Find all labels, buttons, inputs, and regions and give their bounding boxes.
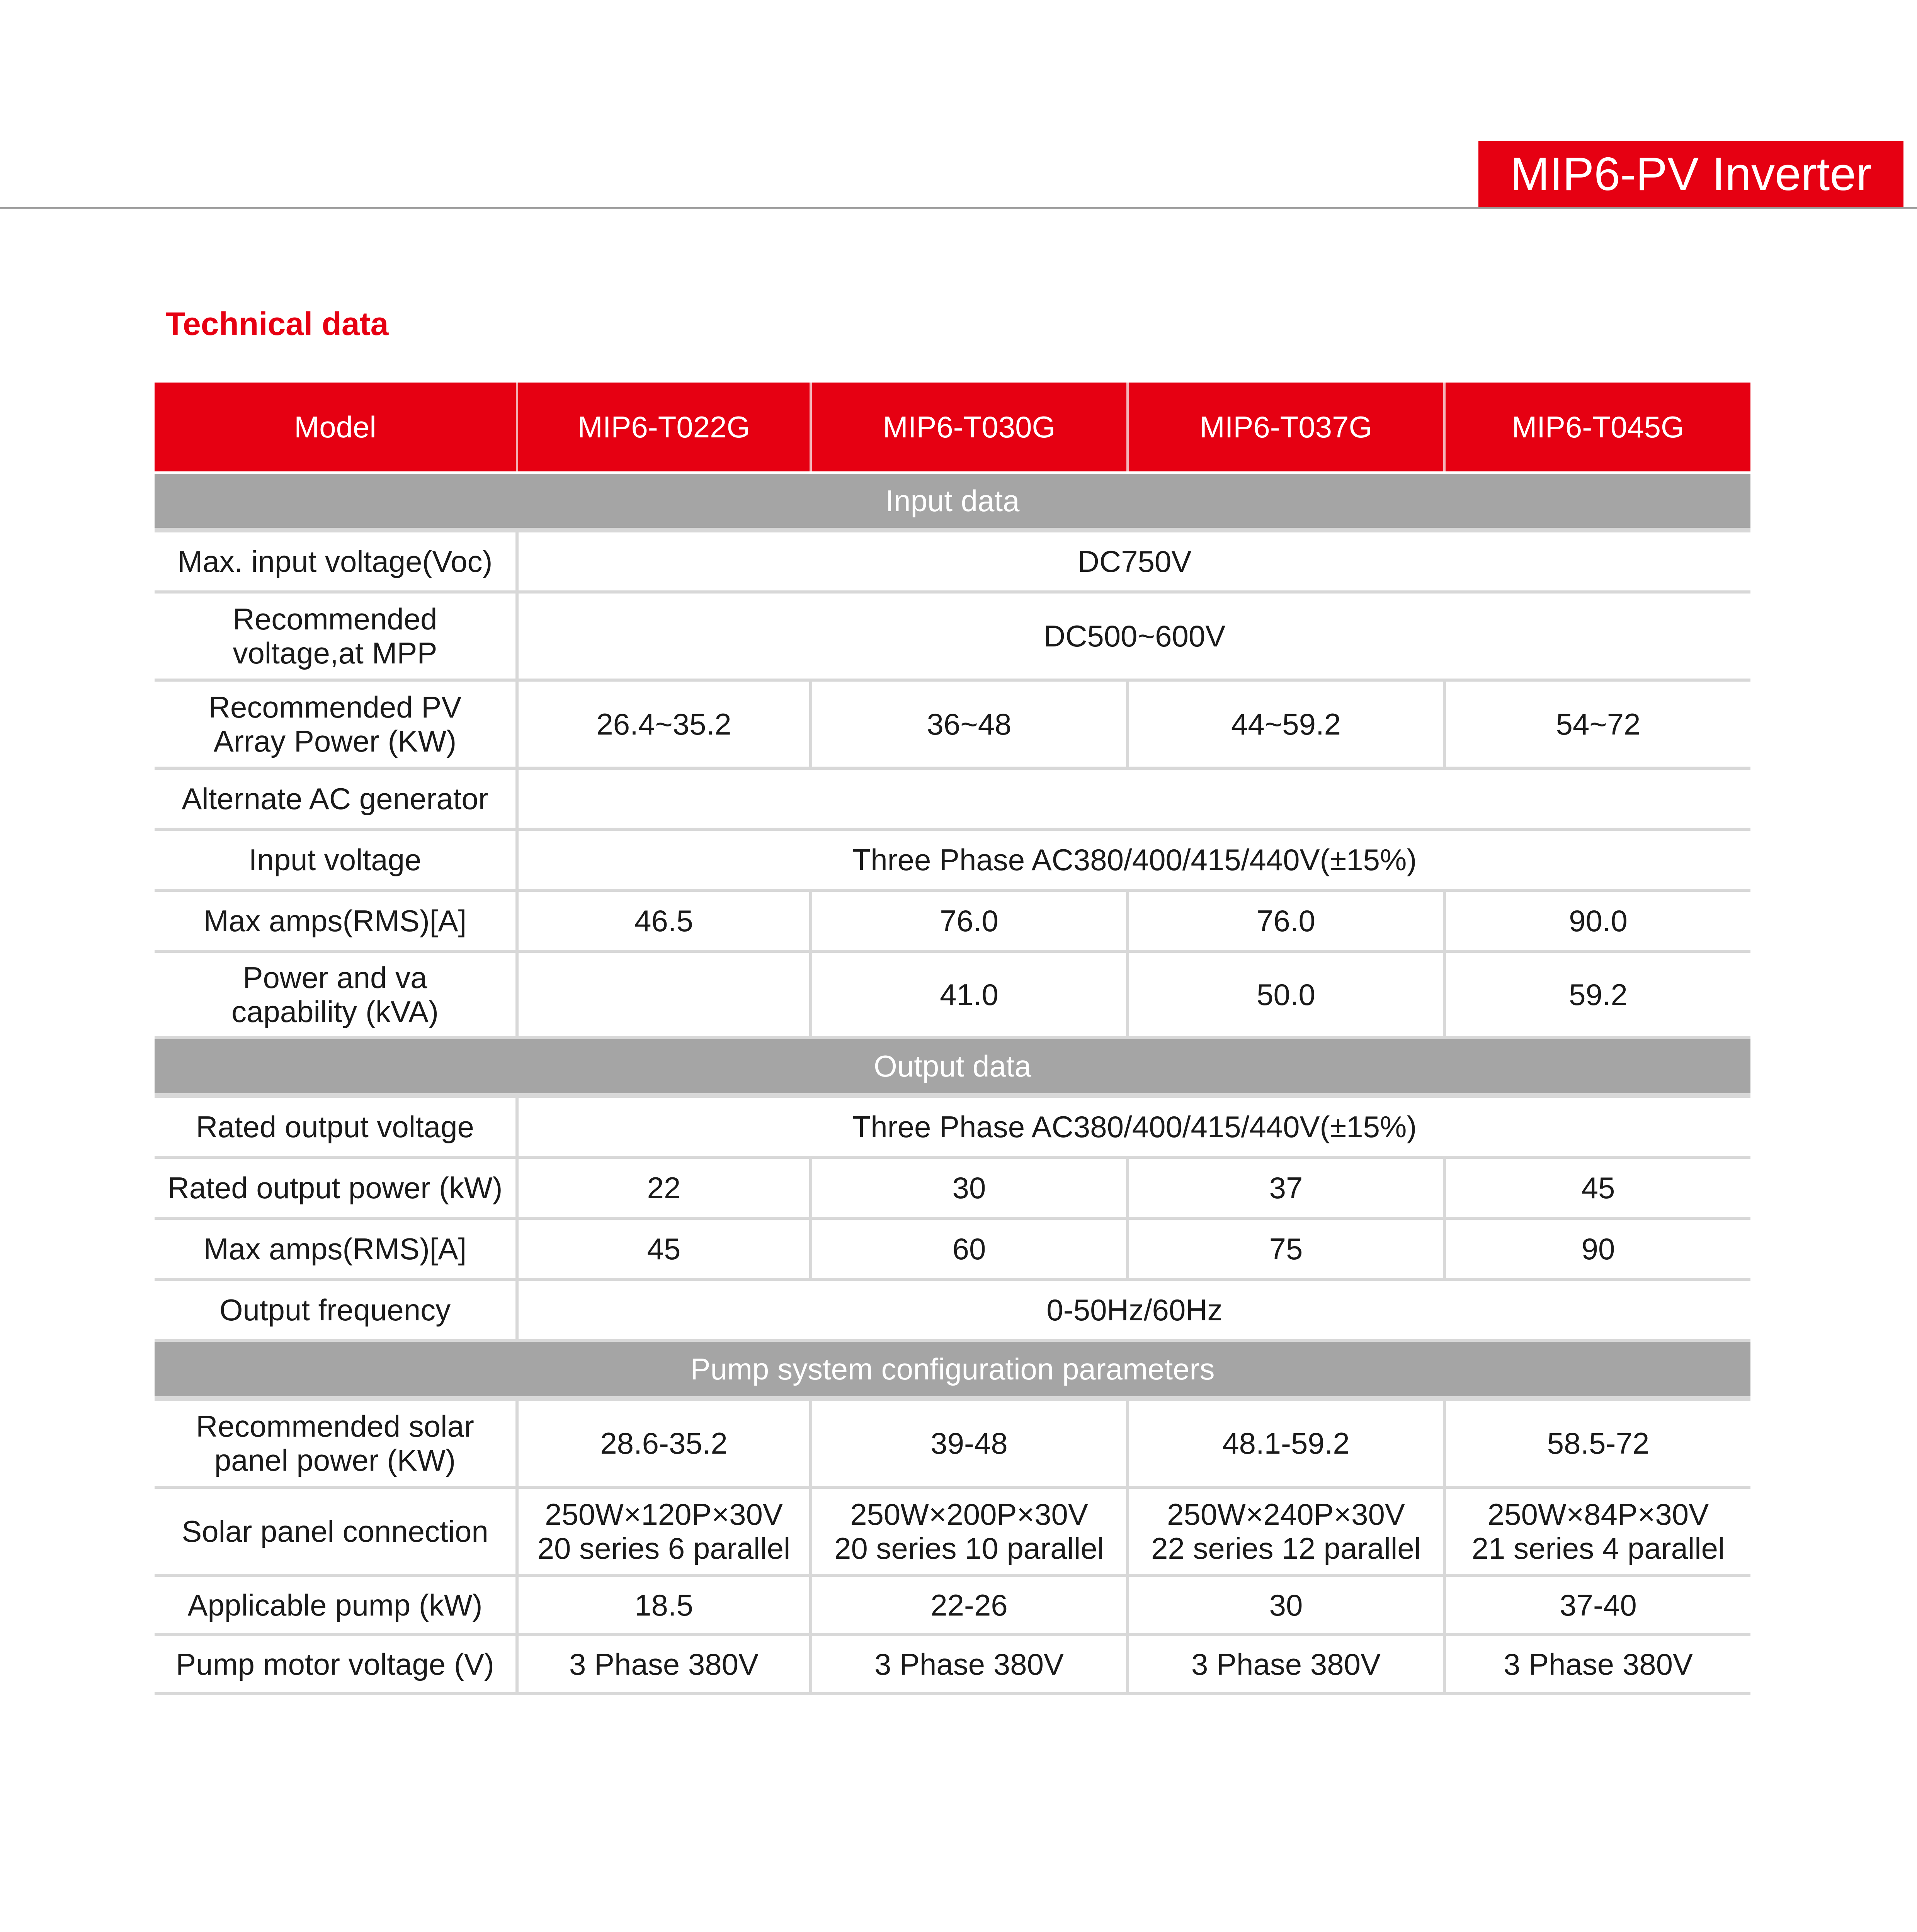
column-header-model: Model	[155, 383, 517, 473]
cell-recommended-voltage: DC500~600V	[517, 592, 1750, 680]
row-label-input-voltage: Input voltage	[155, 829, 517, 890]
table-row	[155, 592, 1750, 680]
cell-value: 26.4~35.2	[517, 680, 811, 768]
column-header-t030g: MIP6-T030G	[811, 383, 1128, 473]
cell-value: 58.5-72	[1444, 1398, 1750, 1487]
cell-line: 20 series 6 parallel	[537, 1531, 791, 1565]
cell-line: 250W×120P×30V	[545, 1497, 783, 1531]
section-label-pump: Pump system configuration parameters	[155, 1340, 1750, 1398]
row-label-pump-motor-voltage: Pump motor voltage (V)	[155, 1634, 517, 1694]
column-header-t037g: MIP6-T037G	[1128, 383, 1444, 473]
row-label-alt-ac-generator: Alternate AC generator	[155, 768, 517, 829]
section-row-output	[155, 1037, 1750, 1095]
label-line: Recommended PV	[208, 690, 462, 724]
column-header-t045g: MIP6-T045G	[1444, 383, 1750, 473]
cell-value: 37-40	[1444, 1575, 1750, 1634]
cell-value: 76.0	[811, 890, 1128, 951]
brand-title-box	[1478, 141, 1903, 207]
cell-value: 30	[1128, 1575, 1444, 1634]
cell-value	[517, 1487, 811, 1575]
table-header-row	[155, 383, 1750, 473]
section-row-pump	[155, 1340, 1750, 1398]
row-label-output-max-amps: Max amps(RMS)[A]	[155, 1218, 517, 1279]
cell-line: 21 series 4 parallel	[1471, 1531, 1725, 1565]
cell-value: 45	[1444, 1157, 1750, 1218]
table-row	[155, 1634, 1750, 1694]
cell-value	[517, 951, 811, 1037]
cell-value	[1444, 1487, 1750, 1575]
cell-empty	[517, 768, 1750, 829]
brand-title: MIP6-PV Inverter	[1510, 148, 1872, 200]
cell-value: 76.0	[1128, 890, 1444, 951]
label-line: Recommended	[233, 602, 437, 636]
row-label-recommended-voltage	[155, 592, 517, 680]
row-label-pv-array-power	[155, 680, 517, 768]
cell-value: 90.0	[1444, 890, 1750, 951]
table-row	[155, 680, 1750, 768]
cell-input-voltage: Three Phase AC380/400/415/440V(±15%)	[517, 829, 1750, 890]
table-row	[155, 1095, 1750, 1157]
cell-value: 46.5	[517, 890, 811, 951]
cell-value: 45	[517, 1218, 811, 1279]
section-title: Technical data	[165, 306, 389, 342]
technical-data-table	[155, 383, 1750, 1695]
cell-rated-output-voltage: Three Phase AC380/400/415/440V(±15%)	[517, 1095, 1750, 1157]
cell-value: 3 Phase 380V	[1128, 1634, 1444, 1694]
cell-output-frequency: 0-50Hz/60Hz	[517, 1279, 1750, 1340]
row-label-input-max-amps: Max amps(RMS)[A]	[155, 890, 517, 951]
cell-value: 18.5	[517, 1575, 811, 1634]
label-line: Power and va	[243, 960, 427, 995]
label-line: voltage,at MPP	[233, 636, 437, 670]
cell-value: 3 Phase 380V	[1444, 1634, 1750, 1694]
cell-value: 59.2	[1444, 951, 1750, 1037]
cell-value	[811, 1487, 1128, 1575]
cell-value	[1128, 1487, 1444, 1575]
cell-value: 41.0	[811, 951, 1128, 1037]
cell-value: 75	[1128, 1218, 1444, 1279]
table-row	[155, 951, 1750, 1037]
table-row	[155, 530, 1750, 592]
section-row-input	[155, 473, 1750, 530]
cell-value: 30	[811, 1157, 1128, 1218]
row-label-rated-output-power: Rated output power (kW)	[155, 1157, 517, 1218]
row-label-output-frequency: Output frequency	[155, 1279, 517, 1340]
section-label-input: Input data	[155, 473, 1750, 530]
label-line: capability (kVA)	[231, 994, 439, 1029]
table-row	[155, 768, 1750, 829]
cell-value: 54~72	[1444, 680, 1750, 768]
cell-line: 250W×84P×30V	[1487, 1497, 1709, 1531]
row-label-power-va	[155, 951, 517, 1037]
table-row	[155, 1487, 1750, 1575]
row-label-solar-panel-connection: Solar panel connection	[155, 1487, 517, 1575]
header-divider	[0, 207, 1917, 209]
cell-value: 28.6-35.2	[517, 1398, 811, 1487]
row-label-applicable-pump: Applicable pump (kW)	[155, 1575, 517, 1634]
cell-max-input-voltage: DC750V	[517, 530, 1750, 592]
label-line: Recommended solar	[196, 1409, 474, 1443]
table-row	[155, 1279, 1750, 1340]
column-header-t022g: MIP6-T022G	[517, 383, 811, 473]
row-label-solar-panel-power	[155, 1398, 517, 1487]
cell-value: 50.0	[1128, 951, 1444, 1037]
cell-value: 37	[1128, 1157, 1444, 1218]
cell-value: 3 Phase 380V	[517, 1634, 811, 1694]
cell-line: 250W×240P×30V	[1167, 1497, 1405, 1531]
table-row	[155, 1218, 1750, 1279]
cell-line: 20 series 10 parallel	[834, 1531, 1104, 1565]
cell-line: 250W×200P×30V	[850, 1497, 1088, 1531]
table-row	[155, 1157, 1750, 1218]
cell-value: 36~48	[811, 680, 1128, 768]
label-line: panel power (KW)	[214, 1443, 456, 1477]
cell-line: 22 series 12 parallel	[1151, 1531, 1421, 1565]
cell-value: 3 Phase 380V	[811, 1634, 1128, 1694]
row-label-rated-output-voltage: Rated output voltage	[155, 1095, 517, 1157]
label-line: Array Power (KW)	[213, 724, 457, 758]
cell-value: 60	[811, 1218, 1128, 1279]
cell-value: 90	[1444, 1218, 1750, 1279]
table-row	[155, 829, 1750, 890]
table-row	[155, 890, 1750, 951]
cell-value: 48.1-59.2	[1128, 1398, 1444, 1487]
cell-value: 44~59.2	[1128, 680, 1444, 768]
cell-value: 39-48	[811, 1398, 1128, 1487]
section-label-output: Output data	[155, 1037, 1750, 1095]
table-row	[155, 1398, 1750, 1487]
cell-value: 22-26	[811, 1575, 1128, 1634]
cell-value: 22	[517, 1157, 811, 1218]
row-label-max-input-voltage: Max. input voltage(Voc)	[155, 530, 517, 592]
table-row	[155, 1575, 1750, 1634]
